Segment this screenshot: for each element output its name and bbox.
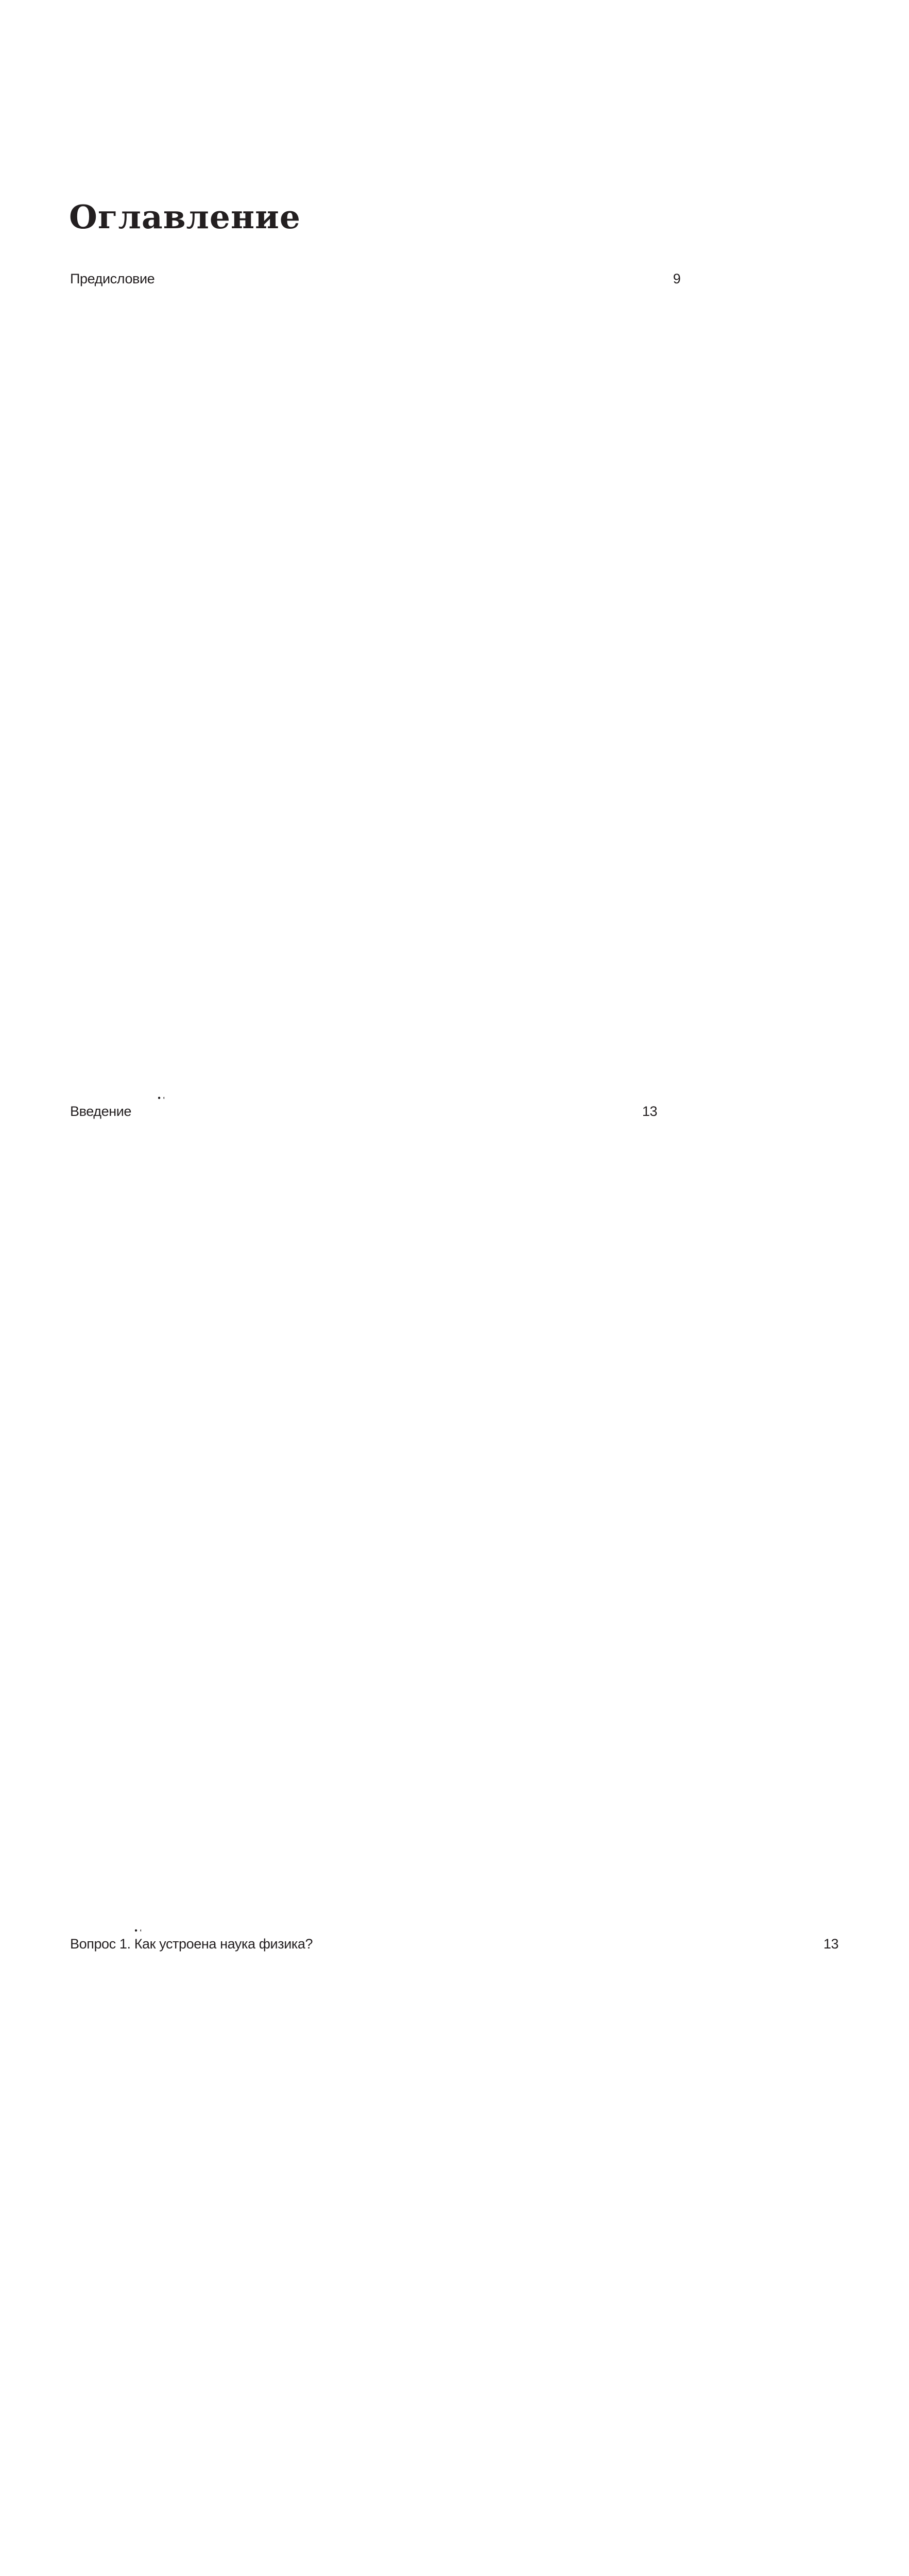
dot-leader bbox=[134, 1103, 141, 1935]
toc-entry bbox=[70, 1935, 839, 2576]
toc-entry bbox=[70, 270, 681, 1103]
page-number: 13 bbox=[142, 1103, 657, 1935]
entry-text: Вопрос 1. Как устроена наука физика? bbox=[70, 1936, 313, 1952]
entry-text: Введение bbox=[70, 1104, 132, 1119]
toc-entry bbox=[70, 1103, 658, 1935]
toc-line bbox=[70, 270, 681, 1103]
page-number: 9 bbox=[165, 270, 680, 1103]
dot-leader bbox=[157, 270, 164, 1103]
dot-leader bbox=[315, 1935, 322, 2576]
toc-line bbox=[70, 1935, 839, 2576]
page-number: 13 bbox=[323, 1935, 838, 2576]
toc-title: Оглавление bbox=[69, 198, 301, 236]
toc-entries bbox=[70, 270, 839, 2576]
toc-line bbox=[70, 1103, 658, 1935]
entry-text: Предисловие bbox=[70, 271, 155, 286]
